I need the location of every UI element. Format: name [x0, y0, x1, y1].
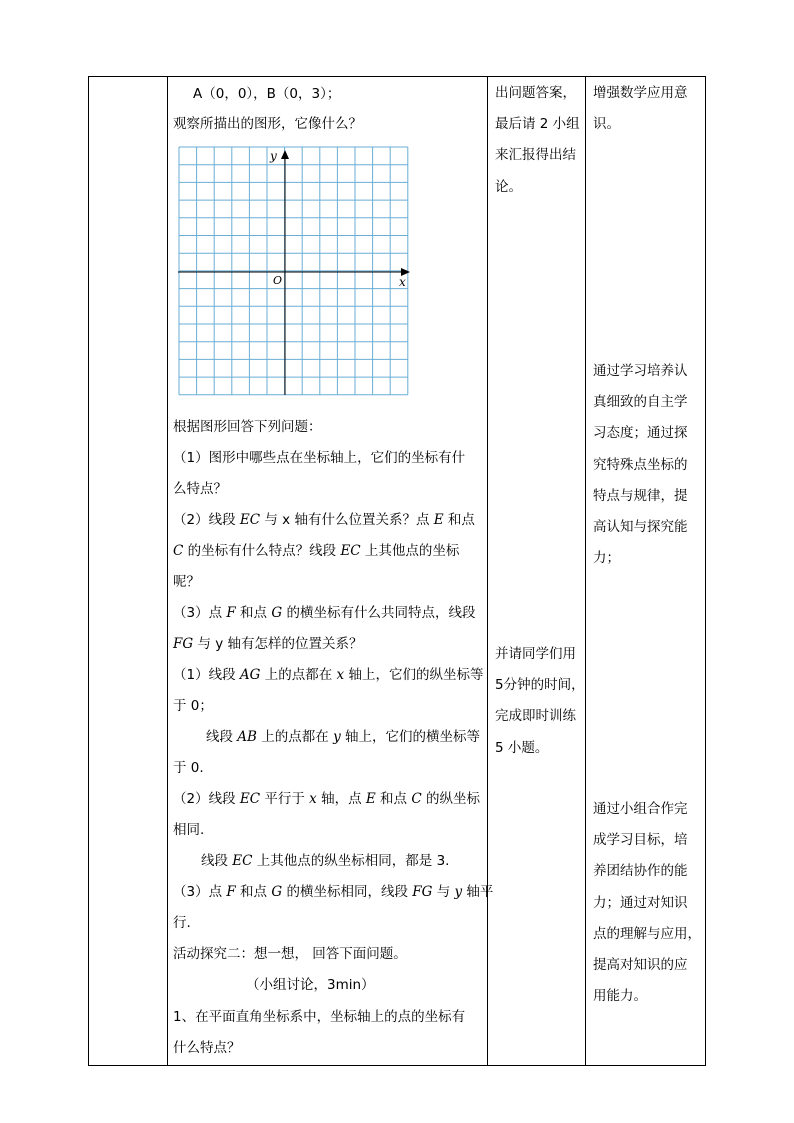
answer-1-line-4: 于 0. — [173, 760, 204, 776]
intent-text-top: 增强数学应用意 识。 — [593, 85, 688, 133]
intent-text-bottom: 通过小组合作完 成学习目标，培 养团结协作的能 力；通过对知识 点的理解与应用， 提高对知识的应 用能力。 — [593, 801, 701, 1005]
question-3-line-2: FG 与 y 轴有怎样的位置关系？ — [173, 636, 363, 652]
question-3-line-1: （3）点 F 和点 G 的横坐标有什么共同特点，线段 — [173, 605, 476, 621]
intent-text-mid: 通过学习培养认 真细致的自主学 习态度；通过探 究特殊点坐标的 特点与规律，提 高认知与探究能 力； — [593, 363, 688, 567]
coords-line: A（0，0），B（0，3）； — [193, 86, 341, 102]
question-2-line-1: （2）线段 EC 与 x 轴有什么位置关系？点 E 和点 — [173, 512, 475, 528]
activity-2-note: （小组讨论，3min） — [246, 977, 375, 993]
origin-label: O — [273, 274, 283, 287]
answer-2-line-1: （2）线段 EC 平行于 x 轴，点 E 和点 C 的纵坐标 — [173, 791, 480, 807]
activity-2-title: 活动探究二：想一想， 回答下面问题。 — [173, 946, 407, 962]
answer-1-line-1: （1）线段 AG 上的点都在 x 轴上，它们的纵坐标等 — [173, 667, 484, 683]
teacher-activity-cell — [488, 76, 585, 1066]
y-axis-label: y — [270, 149, 277, 163]
question-2-line-2: C 的坐标有什么特点？线段 EC 上其他点的坐标 — [173, 543, 460, 559]
answer-1-line-3: 线段 AB 上的点都在 y 轴上，它们的横坐标等 — [206, 729, 480, 745]
y-axis-arrow — [281, 150, 289, 159]
stage-cell — [88, 76, 167, 1066]
teacher-text-mid: 并请同学们用 5分钟的时间， 完成即时训练 5 小题。 — [495, 646, 585, 756]
answer-3-line-2: 行. — [173, 915, 191, 931]
lesson-table — [88, 76, 706, 1066]
answer-3-line-1: （3）点 F 和点 G 的横坐标相同，线段 FG 与 y 轴平 — [173, 884, 494, 900]
teacher-text-top: 出问题答案， 最后请 2 小组 来汇报得出结 论。 — [495, 85, 580, 195]
axes — [178, 150, 410, 395]
coordinate-grid — [178, 146, 413, 398]
question-1-line-2: 么特点？ — [173, 481, 227, 497]
x-axis-label: x — [399, 275, 406, 289]
answer-2-line-2: 相同. — [173, 822, 205, 838]
answer-1-line-2: 于 0； — [173, 698, 213, 714]
design-intent-cell — [586, 76, 706, 1066]
content-cell — [168, 76, 494, 1066]
final-question-line-2: 什么特点？ — [173, 1040, 241, 1056]
observe-question: 观察所描出的图形，它像什么？ — [173, 116, 362, 132]
final-question-line-1: 1、在平面直角坐标系中，坐标轴上的点的坐标有 — [173, 1009, 466, 1025]
question-2-line-3: 呢？ — [173, 574, 200, 590]
question-1-line-1: （1）图形中哪些点在坐标轴上，它们的坐标有什 — [173, 450, 466, 466]
grid-lines — [179, 147, 408, 395]
question-intro: 根据图形回答下列问题： — [173, 419, 322, 435]
answer-2-line-3: 线段 EC 上其他点的纵坐标相同，都是 3. — [201, 853, 450, 869]
